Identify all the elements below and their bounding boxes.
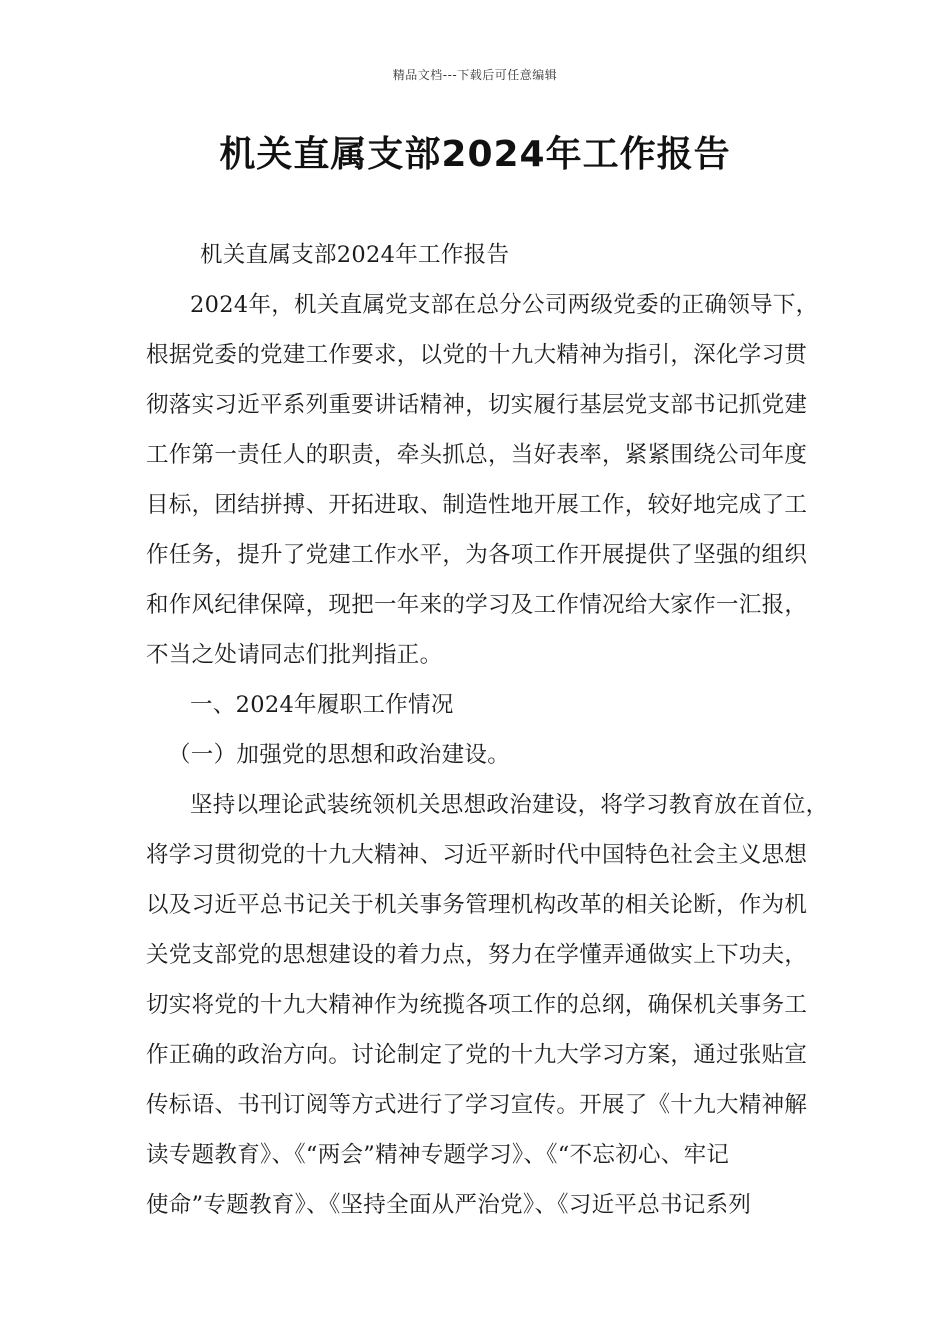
body-line: 2024年，机关直属党支部在总分公司两级党委的正确领导下， xyxy=(190,292,819,318)
body-line: 工作第一责任人的职责，牵头抓总，当好表率，紧紧围绕公司年度 xyxy=(146,442,808,468)
body-line: 目标，团结拼搏、开拓进取、制造性地开展工作，较好地完成了工 xyxy=(146,492,808,518)
body-line: 作正确的政治方向。讨论制定了党的十九大学习方案，通过张贴宣 xyxy=(146,1042,808,1068)
body-line: 使命”专题教育》、《坚持全面从严治党》、《习近平总书记系列 xyxy=(146,1192,752,1218)
body-line: 关党支部党的思想建设的着力点，努力在学懂弄通做实上下功夫， xyxy=(146,942,808,968)
body-line: 彻落实习近平系列重要讲话精神，切实履行基层党支部书记抓党建 xyxy=(146,392,808,418)
body-line: 将学习贯彻党的十九大精神、习近平新时代中国特色社会主义思想 xyxy=(146,842,808,868)
body-line: 作任务，提升了党建工作水平，为各项工作开展提供了坚强的组织 xyxy=(146,542,808,568)
document-body xyxy=(146,230,829,1230)
body-line: 读专题教育》、《“两会”精神专题学习》、《“不忘初心、牢记 xyxy=(146,1142,730,1168)
body-line: 不当之处请同志们批判指正。 xyxy=(146,642,443,668)
body-line: 传标语、书刊订阅等方式进行了学习宣传。开展了《十九大精神解 xyxy=(146,1092,808,1118)
body-line: 根据党委的党建工作要求，以党的十九大精神为指引，深化学习贯 xyxy=(146,342,808,368)
subsection-heading: （一）加强党的思想和政治建设。 xyxy=(168,742,511,768)
body-line: 机关直属支部2024年工作报告 xyxy=(200,242,510,268)
body-line: 和作风纪律保障，现把一年来的学习及工作情况给大家作一汇报， xyxy=(146,592,808,618)
body-line: 坚持以理论武装统领机关思想政治建设，将学习教育放在首位， xyxy=(190,792,829,818)
body-line: 切实将党的十九大精神作为统揽各项工作的总纲，确保机关事务工 xyxy=(146,992,808,1018)
section-heading: 一、2024年履职工作情况 xyxy=(190,692,454,718)
body-line: 以及习近平总书记关于机关事务管理机构改革的相关论断，作为机 xyxy=(146,892,808,918)
document-title: 机关直属支部2024年工作报告 xyxy=(219,134,731,175)
header-watermark: 精品文档---下载后可任意编辑 xyxy=(392,68,558,82)
